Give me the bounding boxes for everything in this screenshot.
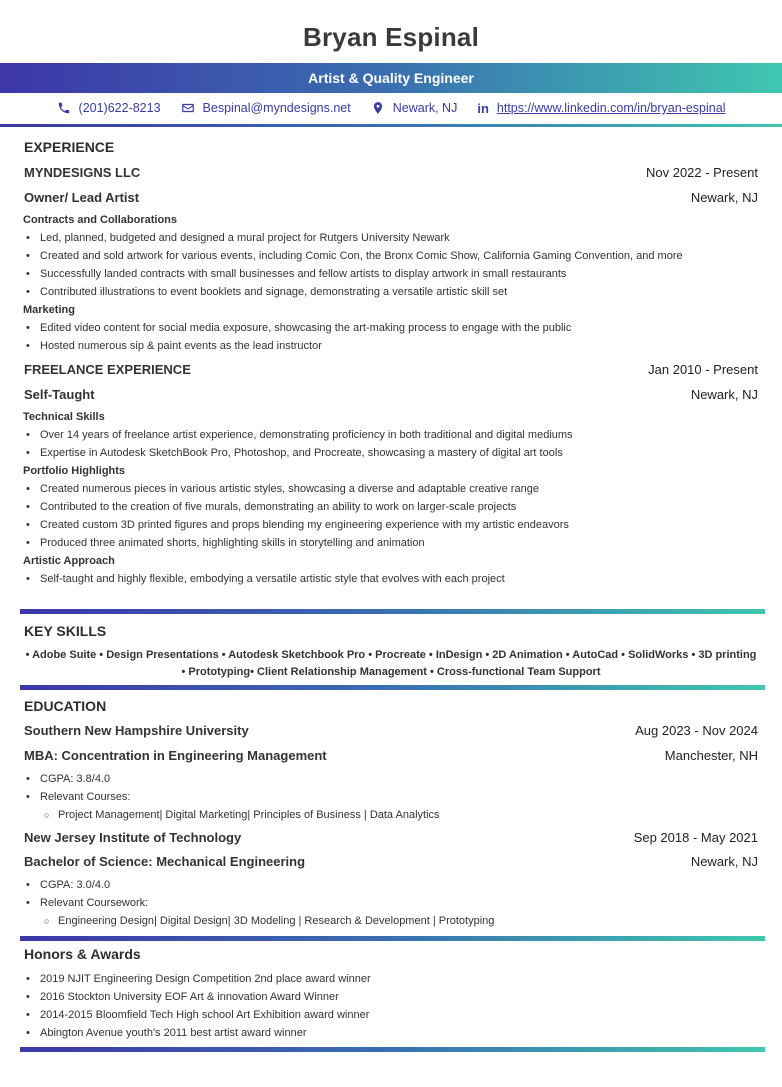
location-text: Newark, NJ xyxy=(392,101,458,115)
section-divider xyxy=(20,1047,765,1052)
list-item: • 2014-2015 Bloomfield Tech High school Art Exhibition award winner xyxy=(26,1009,369,1021)
school-1-degree: MBA: Concentration in Engineering Management xyxy=(24,748,327,763)
phone-number: (201)622-8213 xyxy=(78,101,161,115)
section-divider xyxy=(20,685,765,690)
school-1-degree-row xyxy=(24,748,758,763)
job-1-role: Owner/ Lead Artist xyxy=(24,190,140,205)
list-item: • Edited video content for social media exposure, showcasing the art-making process to engage with the public xyxy=(26,322,571,334)
linkedin-link[interactable]: https://www.linkedin.com/in/bryan-espinal xyxy=(496,101,726,115)
school-1-location: Manchester, NH xyxy=(664,748,758,763)
job-1-dates: Nov 2022 - Present xyxy=(645,165,758,180)
school-2-gpa: • CGPA: 3.0/4.0 xyxy=(26,879,110,891)
job-2-role-row xyxy=(24,387,758,402)
list-item: • Expertise in Autodesk SketchBook Pro, Photoshop, and Procreate, showcasing a mastery of digital art tools xyxy=(26,447,563,459)
school-1-header xyxy=(24,723,758,738)
school-1-courses: ○ Project Management| Digital Marketing| Principles of Business | Data Analytics xyxy=(44,809,440,821)
list-item: • Created and sold artwork for various events, including Comic Con, the Bronx Comic Show, California Gaming Convention, and more xyxy=(26,250,683,262)
education-heading: EDUCATION xyxy=(24,698,107,714)
school-2-location: Newark, NJ xyxy=(690,854,758,869)
job-2-dates: Jan 2010 - Present xyxy=(648,362,758,377)
linkedin-contact[interactable] xyxy=(477,101,725,116)
contact-bar xyxy=(0,98,782,118)
linkedin-icon: in xyxy=(477,100,489,116)
job-1-role-row xyxy=(24,190,758,205)
list-item: • Over 14 years of freelance artist experience, demonstrating proficiency in both traditional and digital mediums xyxy=(26,429,573,441)
job-2-header xyxy=(24,362,758,377)
job-2-role: Self-Taught xyxy=(24,387,95,402)
list-item: • Contributed to the creation of five murals, demonstrating an ability to work on larger-scale projects xyxy=(26,501,516,513)
school-2-degree-row xyxy=(24,854,758,869)
list-item: • Contributed illustrations to event booklets and signage, demonstrating a versatile artistic skill set xyxy=(26,286,507,298)
job-2-location: Newark, NJ xyxy=(690,387,758,402)
job-2-group-3-label: Artistic Approach xyxy=(23,555,115,567)
list-item: • Led, planned, budgeted and designed a mural project for Rutgers University Newark xyxy=(26,232,450,244)
school-1-courses-label: • Relevant Courses: xyxy=(26,791,131,803)
section-divider xyxy=(20,609,765,614)
job-1-group-2-label: Marketing xyxy=(23,304,75,316)
school-2-degree: Bachelor of Science: Mechanical Engineering xyxy=(24,854,306,869)
list-item: • 2019 NJIT Engineering Design Competition 2nd place award winner xyxy=(26,973,371,985)
professional-title-banner: Artist & Quality Engineer xyxy=(0,63,782,93)
job-2-group-1-label: Technical Skills xyxy=(23,411,105,423)
map-pin-icon xyxy=(371,101,385,115)
email-address: Bespinal@myndesigns.net xyxy=(202,101,351,115)
envelope-icon xyxy=(181,101,195,115)
list-item: • Abington Avenue youth's 2011 best artist award winner xyxy=(26,1027,306,1039)
skills-heading: KEY SKILLS xyxy=(24,623,107,639)
school-2-header xyxy=(24,830,758,845)
job-1-header xyxy=(24,165,758,180)
email-contact[interactable] xyxy=(181,101,351,115)
school-2-name: New Jersey Institute of Technology xyxy=(24,830,242,845)
job-2-group-2-label: Portfolio Highlights xyxy=(23,465,126,477)
school-2-courses-label: • Relevant Coursework: xyxy=(26,897,148,909)
list-item: • Hosted numerous sip & paint events as the lead instructor xyxy=(26,340,322,352)
section-divider xyxy=(20,936,765,941)
resume-name: Bryan Espinal xyxy=(303,22,479,52)
school-2-courses: ○ Engineering Design| Digital Design| 3D Modeling | Research & Development | Prototyping xyxy=(44,915,494,927)
school-2-dates: Sep 2018 - May 2021 xyxy=(633,830,758,845)
list-item: • 2016 Stockton University EOF Art & innovation Award Winner xyxy=(26,991,339,1003)
experience-heading: EXPERIENCE xyxy=(24,139,115,155)
list-item: • Created custom 3D printed figures and props blending my engineering experience with my artistic endeavors xyxy=(26,519,569,531)
list-item: • Produced three animated shorts, highlighting skills in storytelling and animation xyxy=(26,537,425,549)
header-divider xyxy=(0,124,782,127)
honors-heading: Honors & Awards xyxy=(24,946,141,962)
school-1-dates: Aug 2023 - Nov 2024 xyxy=(635,723,758,738)
job-1-group-1-label: Contracts and Collaborations xyxy=(23,214,178,226)
job-1-company: MYNDESIGNS LLC xyxy=(24,165,141,180)
skills-line-2: • Prototyping• Client Relationship Management • Cross-functional Team Support xyxy=(181,666,601,678)
list-item: • Created numerous pieces in various artistic styles, showcasing a diverse and adaptable creative range xyxy=(26,483,539,495)
location-contact xyxy=(371,101,458,115)
skills-line-1: • Adobe Suite • Design Presentations • Autodesk Sketchbook Pro • Procreate • InDesign • 2D Animation • AutoCad • SolidWorks • 3D printing xyxy=(25,649,757,661)
list-item: • Successfully landed contracts with small businesses and fellow artists to display artwork in small restaurants xyxy=(26,268,566,280)
job-2-company: FREELANCE EXPERIENCE xyxy=(24,362,191,377)
list-item: • Self-taught and highly flexible, embodying a versatile artistic style that evolves with each project xyxy=(26,573,505,585)
school-1-gpa: • CGPA: 3.8/4.0 xyxy=(26,773,110,785)
phone-icon xyxy=(57,101,71,115)
school-1-name: Southern New Hampshire University xyxy=(24,723,249,738)
phone-contact[interactable] xyxy=(57,101,161,115)
job-1-location: Newark, NJ xyxy=(690,190,758,205)
